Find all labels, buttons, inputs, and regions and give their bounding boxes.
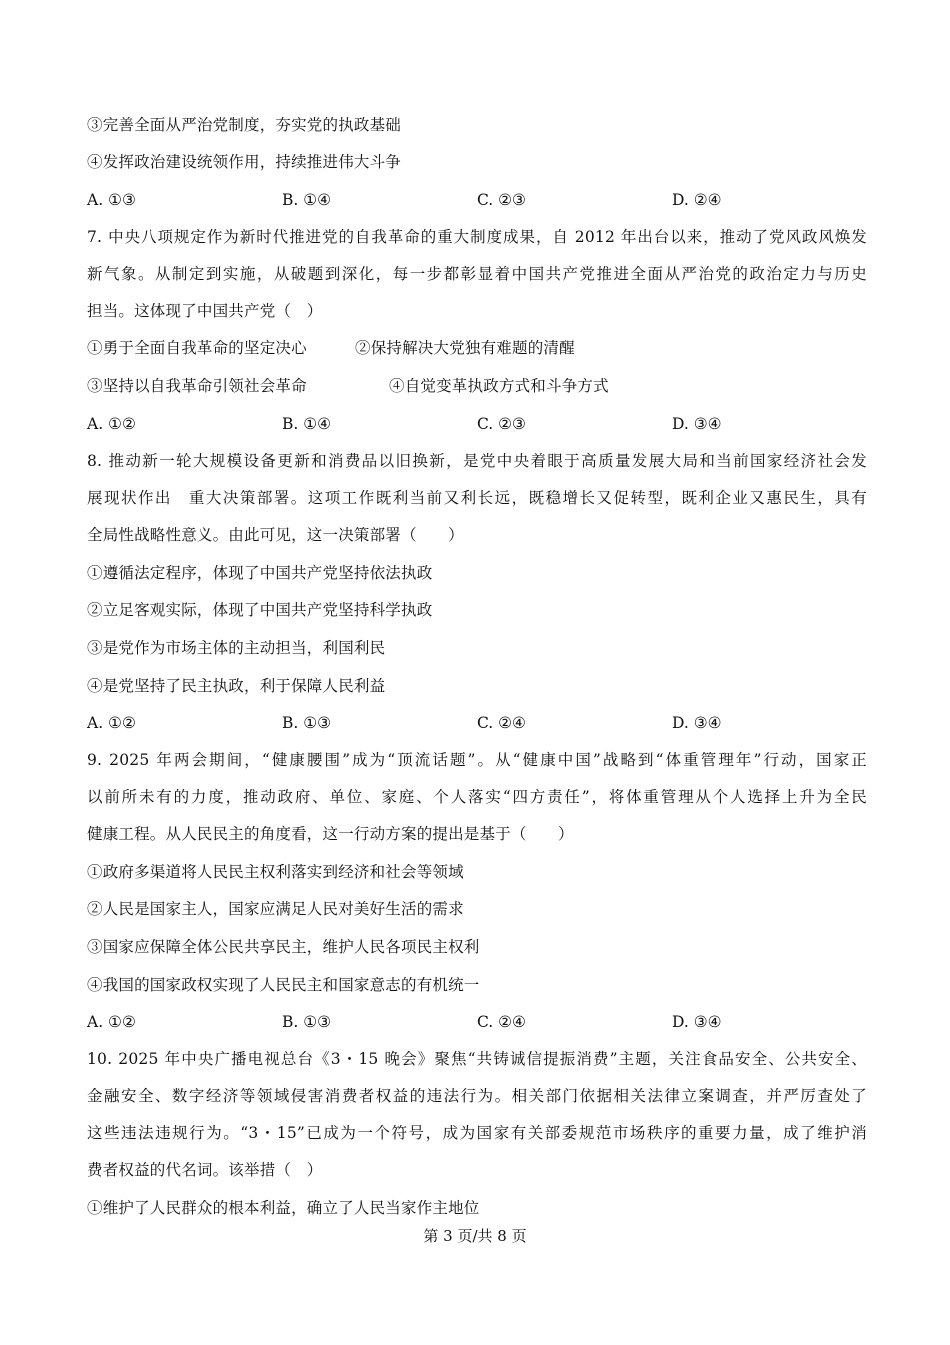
q9-stem-line-1: 9. 2025 年两会期间，“健康腰围”成为“顶流话题”。从“健康中国”战略到“体重管理年”行动，国家正: [87, 751, 867, 769]
q10-stem-line-3: 这些违法违规行为。“3・15”已成为一个符号，成为国家有关部委规范市场秩序的重要力量，成了维护消: [87, 1124, 867, 1142]
q9-option-a[interactable]: A. ①②: [87, 1013, 136, 1031]
q8-options: [87, 713, 867, 733]
q10-stem-line-4: 费者权益的代名词。该举措（ ）: [87, 1161, 323, 1179]
q7-item-2: ②保持解决大党独有难题的清醒: [355, 339, 575, 357]
q6-item-3: ③完善全面从严治党制度，夯实党的执政基础: [87, 116, 402, 134]
q9-stem-line-3: 健康工程。从人民民主的角度看，这一行动方案的提出是基于（ ）: [87, 825, 574, 843]
q7-stem-line-3: 担当。这体现了中国共产党（ ）: [87, 302, 323, 320]
q7-items-row-2: [87, 376, 867, 396]
q7-item-3: ③坚持以自我革命引领社会革命: [87, 377, 307, 395]
q9-option-d[interactable]: D. ③④: [672, 1013, 722, 1031]
q6-option-b[interactable]: B. ①④: [282, 191, 332, 209]
q7-item-1: ①勇于全面自我革命的坚定决心: [87, 339, 307, 357]
q7-stem-line-2: 新气象。从制定到实施，从破题到深化，每一步都彰显着中国共产党推进全面从严治党的政治定力与历史: [87, 265, 867, 283]
q10-item-1: ①维护了人民群众的根本利益，确立了人民当家作主地位: [87, 1199, 480, 1217]
q7-options: [87, 414, 867, 434]
q9-item-3: ③国家应保障全体公民共享民主，维护人民各项民主权利: [87, 938, 480, 956]
q6-options: [87, 190, 867, 210]
q7-option-c[interactable]: C. ②③: [477, 415, 526, 433]
q10-stem-line-1: 10. 2025 年中央广播电视总台《3・15 晚会》聚焦“共铸诚信提振消费”主题，关注食品安全、公共安全、: [87, 1050, 867, 1068]
q8-option-a[interactable]: A. ①②: [87, 714, 136, 732]
q8-stem-line-3: 全局性战略性意义。由此可见，这一决策部署（ ）: [87, 526, 464, 544]
q7-item-4: ④自觉变革执政方式和斗争方式: [389, 377, 609, 395]
q8-item-1: ①遵循法定程序，体现了中国共产党坚持依法执政: [87, 564, 433, 582]
q8-item-2: ②立足客观实际，体现了中国共产党坚持科学执政: [87, 601, 433, 619]
q7-stem-line-1: 7. 中央八项规定作为新时代推进党的自我革命的重大制度成果，自 2012 年出台以来，推动了党风政风焕发: [87, 228, 867, 246]
q9-option-b[interactable]: B. ①③: [282, 1013, 332, 1031]
q6-option-d[interactable]: D. ②④: [672, 191, 722, 209]
page-number: 第 3 页/共 8 页: [423, 1227, 527, 1245]
q6-option-c[interactable]: C. ②③: [477, 191, 526, 209]
q9-options: [87, 1012, 867, 1032]
q9-item-4: ④我国的国家政权实现了人民民主和国家意志的有机统一: [87, 976, 480, 994]
q8-stem-line-2: 展现状作出 重大决策部署。这项工作既利当前又利长远，既稳增长又促转型，既利企业又惠民生，具有: [87, 489, 867, 507]
q8-option-c[interactable]: C. ②④: [477, 714, 526, 732]
q10-stem-line-2: 金融安全、数字经济等领域侵害消费者权益的违法行为。相关部门依据相关法律立案调查，并严厉查处了: [87, 1087, 867, 1105]
q9-stem-line-2: 以前所未有的力度，推动政府、单位、家庭、个人落实“四方责任”，将体重管理从个人选择上升为全民: [87, 788, 867, 806]
q9-item-1: ①政府多渠道将人民民主权利落实到经济和社会等领域: [87, 863, 464, 881]
q6-item-4: ④发挥政治建设统领作用，持续推进伟大斗争: [87, 153, 402, 171]
q7-items-row-1: [87, 338, 867, 358]
q8-stem-line-1: 8. 推动新一轮大规模设备更新和消费品以旧换新，是党中央着眼于高质量发展大局和当前国家经济社会发: [87, 452, 867, 470]
q8-item-3: ③是党作为市场主体的主动担当，利国利民: [87, 639, 386, 657]
q8-option-d[interactable]: D. ③④: [672, 714, 722, 732]
q7-option-d[interactable]: D. ③④: [672, 415, 722, 433]
q7-option-a[interactable]: A. ①②: [87, 415, 136, 433]
q9-option-c[interactable]: C. ②④: [477, 1013, 526, 1031]
q9-item-2: ②人民是国家主人，国家应满足人民对美好生活的需求: [87, 900, 464, 918]
q8-option-b[interactable]: B. ①③: [282, 714, 332, 732]
q7-option-b[interactable]: B. ①④: [282, 415, 332, 433]
q6-option-a[interactable]: A. ①③: [87, 191, 136, 209]
q8-item-4: ④是党坚持了民主执政，利于保障人民利益: [87, 677, 386, 695]
